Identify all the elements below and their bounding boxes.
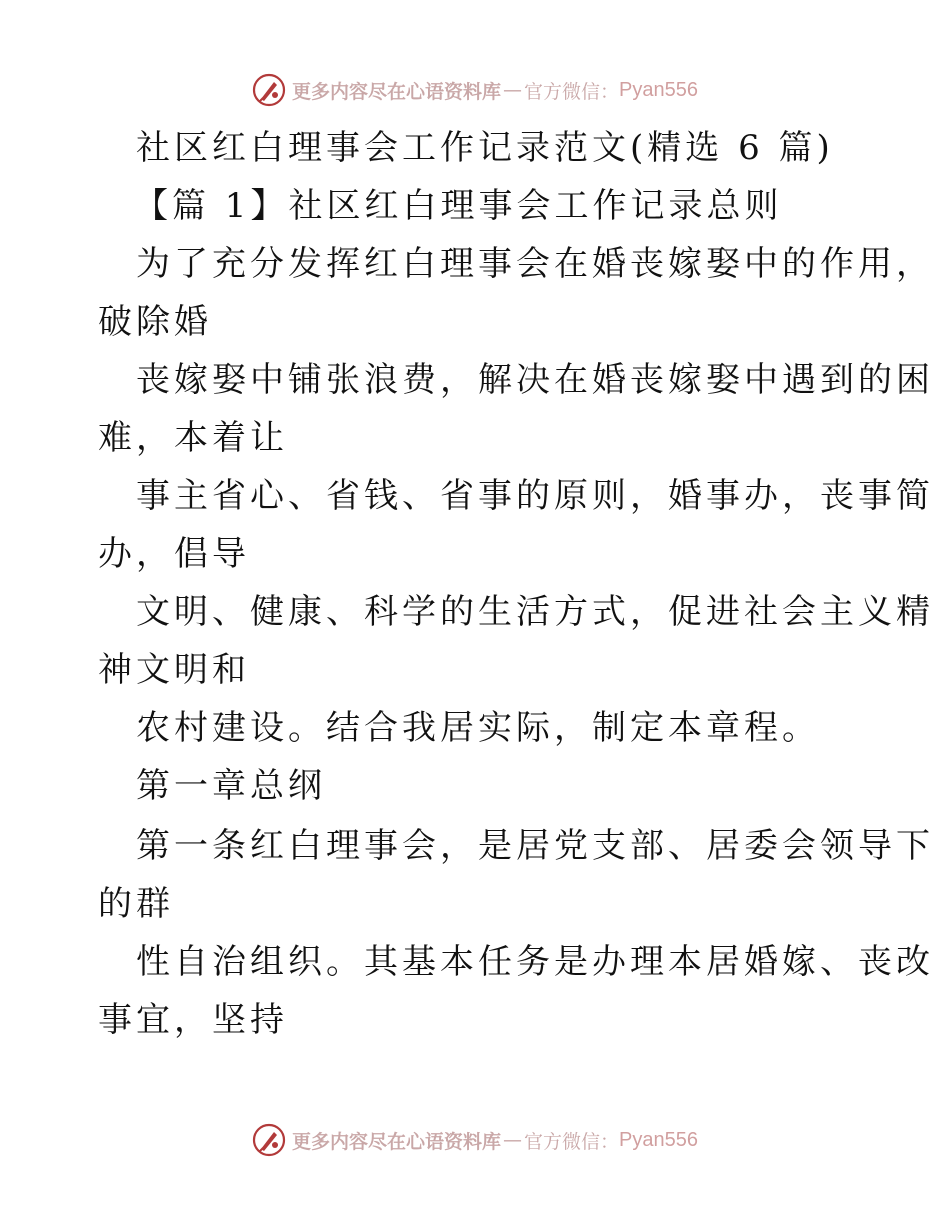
paragraph-line: 的群	[98, 884, 174, 924]
banner-dash: —	[503, 79, 523, 101]
banner-main-text: 更多内容尽在心语资料库	[292, 1130, 502, 1153]
banner-main-text: 更多内容尽在心语资料库	[292, 80, 502, 103]
paragraph-line: 性自治组织。其基本任务是办理本居婚嫁、丧改	[136, 942, 934, 982]
section-heading: 【篇 1】社区红白理事会工作记录总则	[134, 186, 783, 226]
banner-wechat-id: Pyan556	[619, 1128, 698, 1151]
paragraph-line: 办，倡导	[98, 534, 250, 574]
header-banner	[0, 68, 950, 112]
document-title: 社区红白理事会工作记录范文(精选 6 篇)	[136, 128, 834, 168]
paragraph-line: 事主省心、省钱、省事的原则，婚事办，丧事简	[136, 476, 934, 516]
paragraph-line: 丧嫁娶中铺张浪费，解决在婚丧嫁娶中遇到的困	[136, 360, 934, 400]
quill-logo-icon	[252, 73, 286, 107]
paragraph-line: 破除婚	[98, 302, 212, 342]
paragraph-line: 事宜，坚持	[98, 1000, 288, 1040]
paragraph-line: 难，本着让	[98, 418, 288, 458]
paragraph-line: 神文明和	[98, 650, 250, 690]
chapter-heading: 第一章总纲	[136, 766, 326, 806]
paragraph-line: 第一条红白理事会，是居党支部、居委会领导下	[136, 826, 934, 866]
banner-wechat-id: Pyan556	[619, 78, 698, 101]
footer-banner	[0, 1118, 950, 1162]
paragraph-line: 为了充分发挥红白理事会在婚丧嫁娶中的作用，	[136, 244, 934, 284]
banner-sub-text: 官方微信：	[524, 1130, 620, 1153]
quill-logo-icon	[252, 1123, 286, 1157]
banner-sub-text: 官方微信：	[524, 80, 620, 103]
paragraph-line: 文明、健康、科学的生活方式，促进社会主义精	[136, 592, 934, 632]
paragraph-line: 农村建设。结合我居实际，制定本章程。	[136, 708, 820, 748]
banner-dash: —	[503, 1129, 523, 1151]
